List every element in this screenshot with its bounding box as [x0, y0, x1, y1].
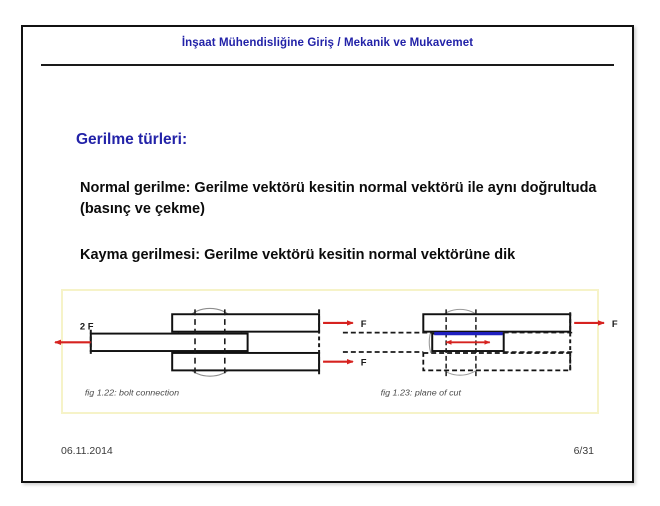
lower-plate-dashed — [423, 353, 570, 370]
load-label-right-fig2: F — [611, 318, 618, 329]
figure-bolt-connection — [55, 308, 367, 397]
paragraph-normal-stress: Normal gerilme: Gerilme vektörü kesitin normal vektörü ile aynı doğrultuda (basınç ve çekme) — [80, 180, 597, 217]
header-divider — [41, 64, 614, 66]
top-plate-solid — [423, 314, 570, 331]
figure-panel — [61, 289, 618, 414]
slide-header — [23, 27, 632, 67]
paragraph-shear-stress: Kayma gerilmesi: Gerilme vektörü kesitin normal vektörüne dik — [80, 247, 516, 263]
load-label-right-top: F — [360, 318, 367, 329]
caption-fig-1-23: fig 1.23: plane of cut — [380, 387, 461, 398]
presentation-slide — [21, 25, 634, 483]
slide-footer — [23, 445, 632, 461]
footer-date: 06.11.2014 — [61, 445, 113, 457]
caption-fig-1-22: fig 1.22: bolt connection — [84, 387, 180, 398]
load-label-right-bottom: F — [360, 357, 367, 368]
figure-illustrations — [63, 291, 618, 412]
footer-page-number: 6/31 — [573, 445, 594, 457]
figure-plane-of-cut — [343, 309, 618, 397]
load-label-left: 2 F — [79, 321, 94, 332]
header-title: İnşaat Mühendisliğine Giriş / Mekanik ve Mukavemet — [181, 37, 474, 49]
section-heading: Gerilme türleri: — [76, 131, 188, 148]
